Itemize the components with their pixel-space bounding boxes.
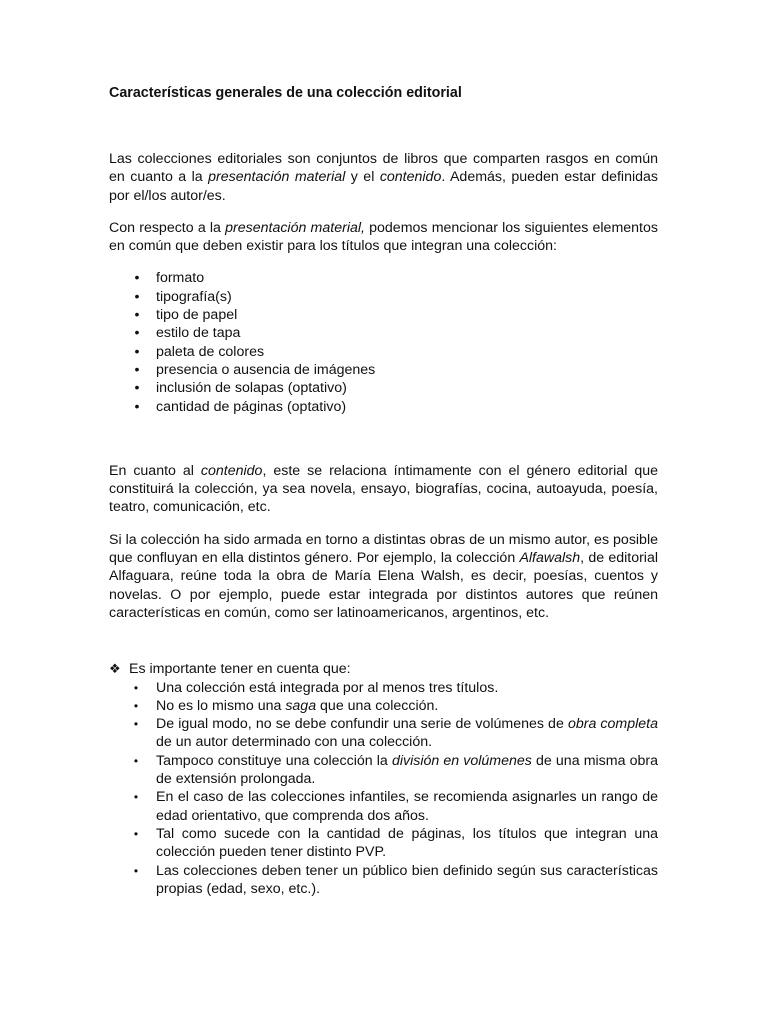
note-text-2: que una colección.	[316, 697, 439, 714]
note-text-1: Tampoco constituye una colección la	[156, 752, 392, 769]
bullet-icon: •	[134, 361, 140, 378]
content-text-1: En cuanto al	[109, 462, 201, 479]
bullet-icon: •	[134, 380, 140, 397]
list-item	[109, 398, 658, 416]
feature-label: estilo de tapa	[156, 325, 241, 342]
intro-paragraph	[109, 150, 658, 205]
feature-label: tipo de papel	[156, 307, 238, 324]
document-body	[109, 84, 658, 898]
note-text: En el caso de las colecciones infantiles, se recomienda asignarles un rango de edad orientativo, que comprenda dos años.	[156, 789, 658, 824]
note-text-1: De igual modo, no se debe confundir una serie de volúmenes de	[156, 716, 568, 733]
bullet-icon: •	[133, 753, 139, 768]
bullet-icon: •	[133, 863, 139, 878]
bullet-icon: •	[134, 343, 140, 360]
feature-label: cantidad de páginas (optativo)	[156, 398, 347, 415]
page-title: Características generales de una colección editorial	[109, 85, 462, 101]
list-item	[109, 825, 658, 862]
note-text: Las colecciones deben tener un público bien definido según sus características propias (edad, sexo, etc.).	[156, 862, 658, 897]
note-text: Tal como sucede con la cantidad de páginas, los títulos que integran una colección pueden tener distinto PVP.	[156, 825, 658, 861]
feature-label: tipografía(s)	[156, 288, 232, 305]
feature-label: presencia o ausencia de imágenes	[156, 361, 376, 378]
intro-emphasis-presentacion: presentación material	[208, 169, 346, 186]
list-item	[109, 752, 658, 789]
presentation-paragraph	[109, 219, 658, 256]
list-item	[109, 343, 658, 361]
list-item	[109, 288, 658, 306]
author-collection-paragraph	[109, 531, 658, 622]
bullet-icon: •	[134, 325, 140, 342]
note-emphasis-division: división en volúmenes	[391, 752, 532, 769]
feature-label: inclusión de solapas (optativo)	[156, 380, 347, 397]
presentation-text-1: Con respecto a la	[109, 219, 226, 236]
note-text-2: de una misma obra de extensión prolongada.	[156, 752, 659, 788]
list-item	[109, 269, 658, 287]
note-text: Una colección está integrada por al menos tres títulos.	[156, 679, 499, 696]
notes-heading	[109, 660, 658, 678]
author-text-1: Si la colección ha sido armada en torno a distintas obras de un mismo autor, es posible que confluyan en ella distintos género. Por ejemplo, la colección	[109, 531, 658, 567]
note-text-1: No es lo mismo una	[156, 697, 286, 714]
bullet-icon: •	[134, 398, 140, 415]
bullet-icon: •	[133, 826, 139, 841]
list-item	[109, 697, 658, 715]
content-paragraph	[109, 462, 658, 517]
bullet-icon: •	[134, 288, 140, 305]
notes-list	[109, 679, 658, 899]
intro-text-2: y el	[345, 169, 380, 186]
intro-text-1: Las colecciones editoriales son conjuntos de libros que comparten rasgos en común en cuanto a la	[109, 151, 658, 186]
content-emphasis: contenido	[200, 462, 263, 479]
list-item	[109, 361, 658, 379]
bullet-icon: •	[134, 307, 140, 324]
list-item	[109, 715, 658, 752]
presentation-text-2: podemos mencionar los siguientes elementos en común que deben existir para los títulos que integran una colección:	[109, 219, 658, 255]
intro-text-3: . Además, pueden estar definidas por el/los autor/es.	[109, 169, 658, 204]
author-text-2: , de editorial Alfaguara, reúne toda la obra de María Elena Walsh, es decir, poesías, cuentos y novelas. O por ejemplo, puede estar integrada por distintos autores que reúnen características en común, como ser latinoamericanos, argentinos, etc.	[109, 550, 658, 621]
note-emphasis-obra-completa: obra completa	[567, 716, 658, 733]
bullet-icon: •	[133, 717, 139, 732]
bullet-icon: •	[133, 698, 139, 713]
features-list	[109, 269, 658, 415]
bullet-icon: •	[133, 680, 139, 695]
feature-label: formato	[156, 270, 205, 287]
list-item	[109, 862, 658, 899]
notes-section	[109, 660, 658, 898]
list-item	[109, 788, 658, 825]
notes-heading-text: Es importante tener en cuenta que:	[129, 661, 351, 678]
list-item	[109, 679, 658, 697]
list-item	[109, 379, 658, 397]
intro-emphasis-contenido: contenido	[379, 169, 442, 186]
author-emphasis-alfawalsh: Alfawalsh	[519, 550, 581, 567]
bullet-icon: •	[133, 790, 139, 805]
diamond-bullet-icon: ❖	[109, 661, 121, 677]
note-text-2: de un autor determinado con una colección.	[156, 734, 433, 751]
content-text-2: , este se relaciona íntimamente con el género editorial que constituirá la colección, ya sea novela, ensayo, biografías, cocina, autoayuda, poesía, teatro, comunicación, etc.	[109, 462, 658, 516]
list-item	[109, 324, 658, 342]
presentation-emphasis: presentación material,	[225, 219, 365, 236]
list-item	[109, 306, 658, 324]
feature-label: paleta de colores	[156, 343, 265, 360]
bullet-icon: •	[134, 270, 140, 287]
note-emphasis-saga: saga	[285, 697, 317, 714]
